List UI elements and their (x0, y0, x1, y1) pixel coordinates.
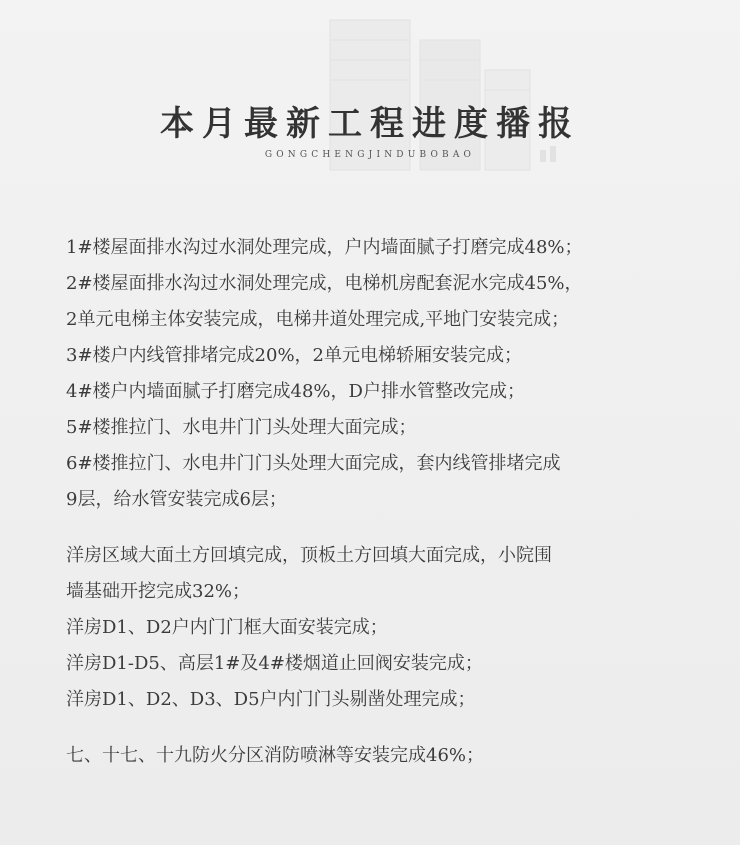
report-line: 5#楼推拉门、水电井门门头处理大面完成； (66, 417, 417, 438)
report-line: 洋房区域大面土方回填完成，顶板土方回填大面完成，小院围 (66, 545, 552, 566)
report-line: 9层，给水管安装完成6层； (66, 489, 287, 510)
report-line: 洋房D1、D2、D3、D5户内门门头剔凿处理完成； (66, 689, 476, 710)
report-line: 6#楼推拉门、水电井门门头处理大面完成，套内线管排堵完成 (66, 453, 561, 474)
section-fire-protection (66, 738, 706, 774)
progress-report (66, 230, 706, 774)
report-line: 2#楼屋面排水沟过水洞处理完成，电梯机房配套泥水完成45%， (66, 273, 583, 294)
report-line: 1#楼屋面排水沟过水洞处理完成，户内墙面腻子打磨完成48%； (66, 237, 583, 258)
report-line: 洋房D1-D5、高层1#及4#楼烟道止回阀安装完成； (66, 653, 483, 674)
report-line: 七、十七、十九防火分区消防喷淋等安装完成46%； (66, 745, 485, 766)
report-line: 4#楼户内墙面腻子打磨完成48%，D户排水管整改完成； (66, 381, 525, 402)
report-line: 墙基础开挖完成32%； (66, 581, 251, 602)
section-villas (66, 538, 706, 718)
page-subtitle: GONGCHENGJINDUBOBAO (264, 150, 476, 160)
report-line: 2单元电梯主体安装完成，电梯井道处理完成,平地门安装完成； (66, 309, 570, 330)
page-title: 本月最新工程进度播报 (160, 104, 580, 144)
section-buildings (66, 230, 706, 518)
report-line: 洋房D1、D2户内门门框大面安装完成； (66, 617, 388, 638)
report-line: 3#楼户内线管排堵完成20%，2单元电梯轿厢安装完成； (66, 345, 522, 366)
